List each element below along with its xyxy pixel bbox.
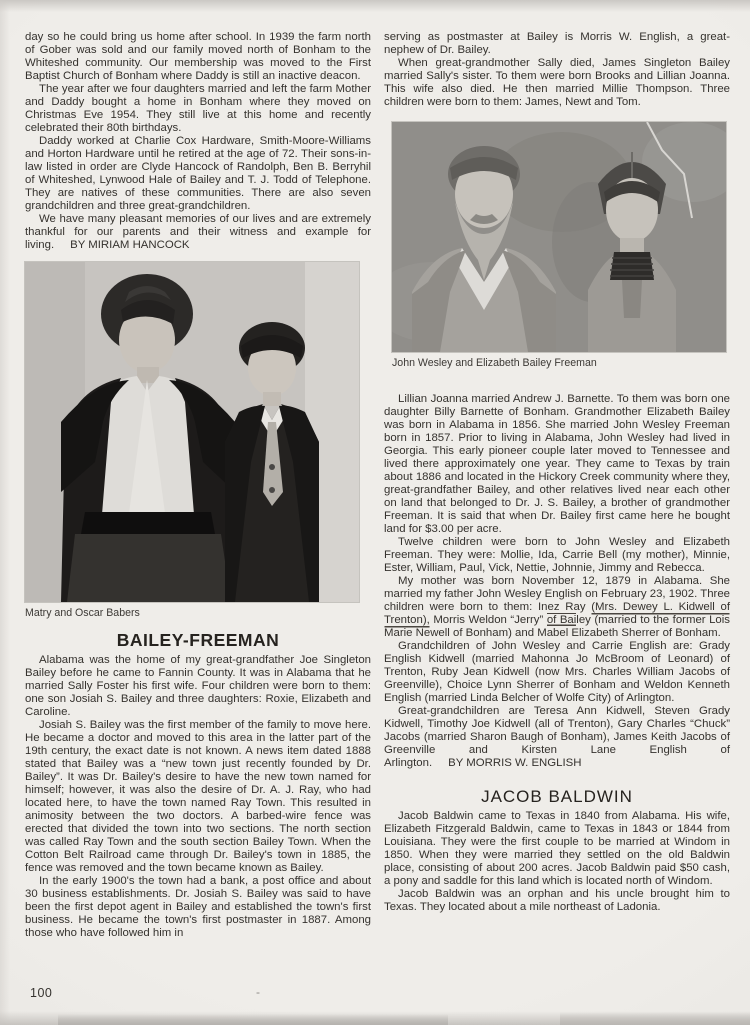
section-title-jacob-baldwin: JACOB BALDWIN <box>481 787 633 806</box>
photo-caption: Matry and Oscar Babers <box>25 607 140 619</box>
page-number: 100 <box>30 986 53 1000</box>
photo-john-wesley-elizabeth-freeman <box>392 122 726 352</box>
pen-marked-text: of Bai <box>546 614 577 626</box>
photo-caption: John Wesley and Elizabeth Bailey Freeman <box>392 357 597 369</box>
right-column <box>384 31 730 914</box>
section-title-bailey-freeman: BAILEY-FREEMAN <box>116 630 280 650</box>
paragraph: Twelve children were born to John Wesley and Elizabeth Freeman. They were: Mollie, Ida, Carrie Bell (my mother), Minnie, Ester, William, Paul, Vick, Nettie, Johnnie, Jimmy and Rebecca. <box>384 536 730 574</box>
portrait-photo-illustration <box>25 262 359 602</box>
paragraph: Grandchildren of John Wesley and Carrie English are: Grady English Kidwell (married Mahonna Jo McBroom of Leonard) of Trenton, Ruby Jean Kidwell (now Mrs. Charles William Jacobs of Greenville), Choice Lynn Sherrer of Bonham and Weldon Kenneth English (married Linda Belcher of Wolfe City) of Arlington. <box>384 640 730 704</box>
paragraph <box>384 575 730 640</box>
paragraph-text: Morris Weldon “Jerry” <box>429 614 547 626</box>
paragraph-text: ley (married to the former Lois Marie Newell of Bonham) and Mabel Elizabeth Sherrer of Bonham. <box>384 614 730 639</box>
scan-mark: - <box>256 985 260 999</box>
left-column <box>25 31 371 940</box>
paragraph: Lillian Joanna married Andrew J. Barnette. To them was born one daughter Billy Barnette of Bonham. Grandmother Elizabeth Bailey was born in Alabama in 1856. She married John Wesley Freeman born in 1857. Prior to living in Alabama, John Wesley had lived in Georgia. This early pioneer couple later moved to Tennessee and lived there approximately one year. They came to Texas by train about 1886 and located in the Hickory Creek community where they, great-grandfather Bailey, and other relatives lived near each other on land that belonged to Dr. J. S. Bailey, a brother of grandmother Freeman. It is said that when Dr. Bailey first came here he bought land for $3.00 per acre. <box>384 393 730 535</box>
paragraph-text: We have many pleasant memories of our lives and are extremely thankful for our parents and their witness and example for living. <box>25 213 371 251</box>
paragraph: Jacob Baldwin came to Texas in 1840 from Alabama. His wife, Elizabeth Fitzgerald Baldwin, came to Texas in 1843 or 1844 from Louisiana. They were the first couple to be married at Windom in 1850. When they were married they settled on the old Baldwin place, consisting of about 200 acres. Jacob Baldwin paid $50 cash, a pony and saddle for this land which is located north of Windom. <box>384 810 730 887</box>
paragraph: Daddy worked at Charlie Cox Hardware, Smith-Moore-Williams and Horton Hardware until he retired at the age of 72. Their sons-in-law listed in order are Clyde Hancock of Randolph, Ben B. Berryhil of Whiteshed, Lynwood Hale of Bailey and T. J. Todd of Telephone. They are natives of these communities. There are also seven grandchildren and three great-grandchildren. <box>25 135 371 212</box>
author-byline: BY MIRIAM HANCOCK <box>70 239 190 251</box>
paragraph: day so he could bring us home after school. In 1939 the farm north of Gober was sold and our family moved north of Bonham to the Whiteshed community. Our membership was moved to the First Baptist Church of Bonham where Daddy is still an inactive deacon. <box>25 31 371 82</box>
paragraph: serving as postmaster at Bailey is Morris W. English, a great-nephew of Dr. Bailey. <box>384 31 730 56</box>
pen-underlined-text: (Mrs. Dewey L. Kidwell of Trenton), <box>384 601 730 626</box>
paragraph <box>25 213 371 252</box>
author-byline: BY MORRIS W. ENGLISH <box>448 757 582 769</box>
paragraph: Jacob Baldwin was an orphan and his uncle brought him to Texas. They located about a mile northeast of Ladonia. <box>384 888 730 913</box>
paragraph: The year after we four daughters married and left the farm Mother and Daddy bought a home in Bonham where they moved on Christmas Eve 1954. They still live at this home and recently celebrated their 80th birthdays. <box>25 83 371 134</box>
portrait-photo-illustration <box>392 122 726 352</box>
paragraph: In the early 1900's the town had a bank, a post office and about 30 business establishments. Dr. Josiah S. Bailey was said to have been the first depot agent in Bailey and established the town's first business. He became the town's first postmaster in 1887. Among those who have followed him in <box>25 875 371 939</box>
paragraph-text: My mother was born November 12, 1879 in Alabama. She married my father John Wesley English on February 23, 1902. Three children were born to them: Inez Ray <box>384 575 730 613</box>
paragraph-text: Great-grandchildren are Teresa Ann Kidwell, Steven Grady Kidwell, Timothy Joe Kidwell (all of Trenton), Gary Charles “Chuck” Jacobs (married Sharon Baugh of Bonham), James Keith Jacobs of Greenville and Kirsten Lane English of Arlington. <box>384 705 730 769</box>
paragraph <box>384 705 730 770</box>
paragraph: When great-grandmother Sally died, James Singleton Bailey married Sally's sister. To them were born Brooks and Lillian Joanna. This wife also died. He then married Millie Thompson. Three children were born to them: James, Newt and Tom. <box>384 57 730 108</box>
paragraph: Josiah S. Bailey was the first member of the family to move here. He became a doctor and moved to this area in the latter part of the 19th century, the exact date is not known. A news item dated 1888 stated that Bailey was a “new town just recently founded by Dr. Bailey”. It was Dr. Bailey's desire to have the new town named for himself; however, it was also the desire of Dr. A. J. Ray, who had located here, to have the town named Ray Town. This resulted in animosity between the two doctors. A barbed-wire fence was erected that divided the town into two sections. The north section was called Ray Town and the south section Bailey Town. When the Cotton Belt Railroad came through Dr. Bailey's town in 1885, the fence was removed and the town became known as Bailey. <box>25 719 371 874</box>
scan-edge-shadow <box>560 1012 750 1025</box>
paragraph: Alabama was the home of my great-grandfather Joe Singleton Bailey before he came to Fannin County. It was in Alabama that he married Sally Foster his first wife. Four children were born to them: one son Josiah S. Bailey and three daughters: Roxie, Elizabeth and Caroline. <box>25 654 371 718</box>
scan-edge-shadow <box>58 1014 448 1025</box>
photo-matry-oscar-babers <box>25 262 359 602</box>
